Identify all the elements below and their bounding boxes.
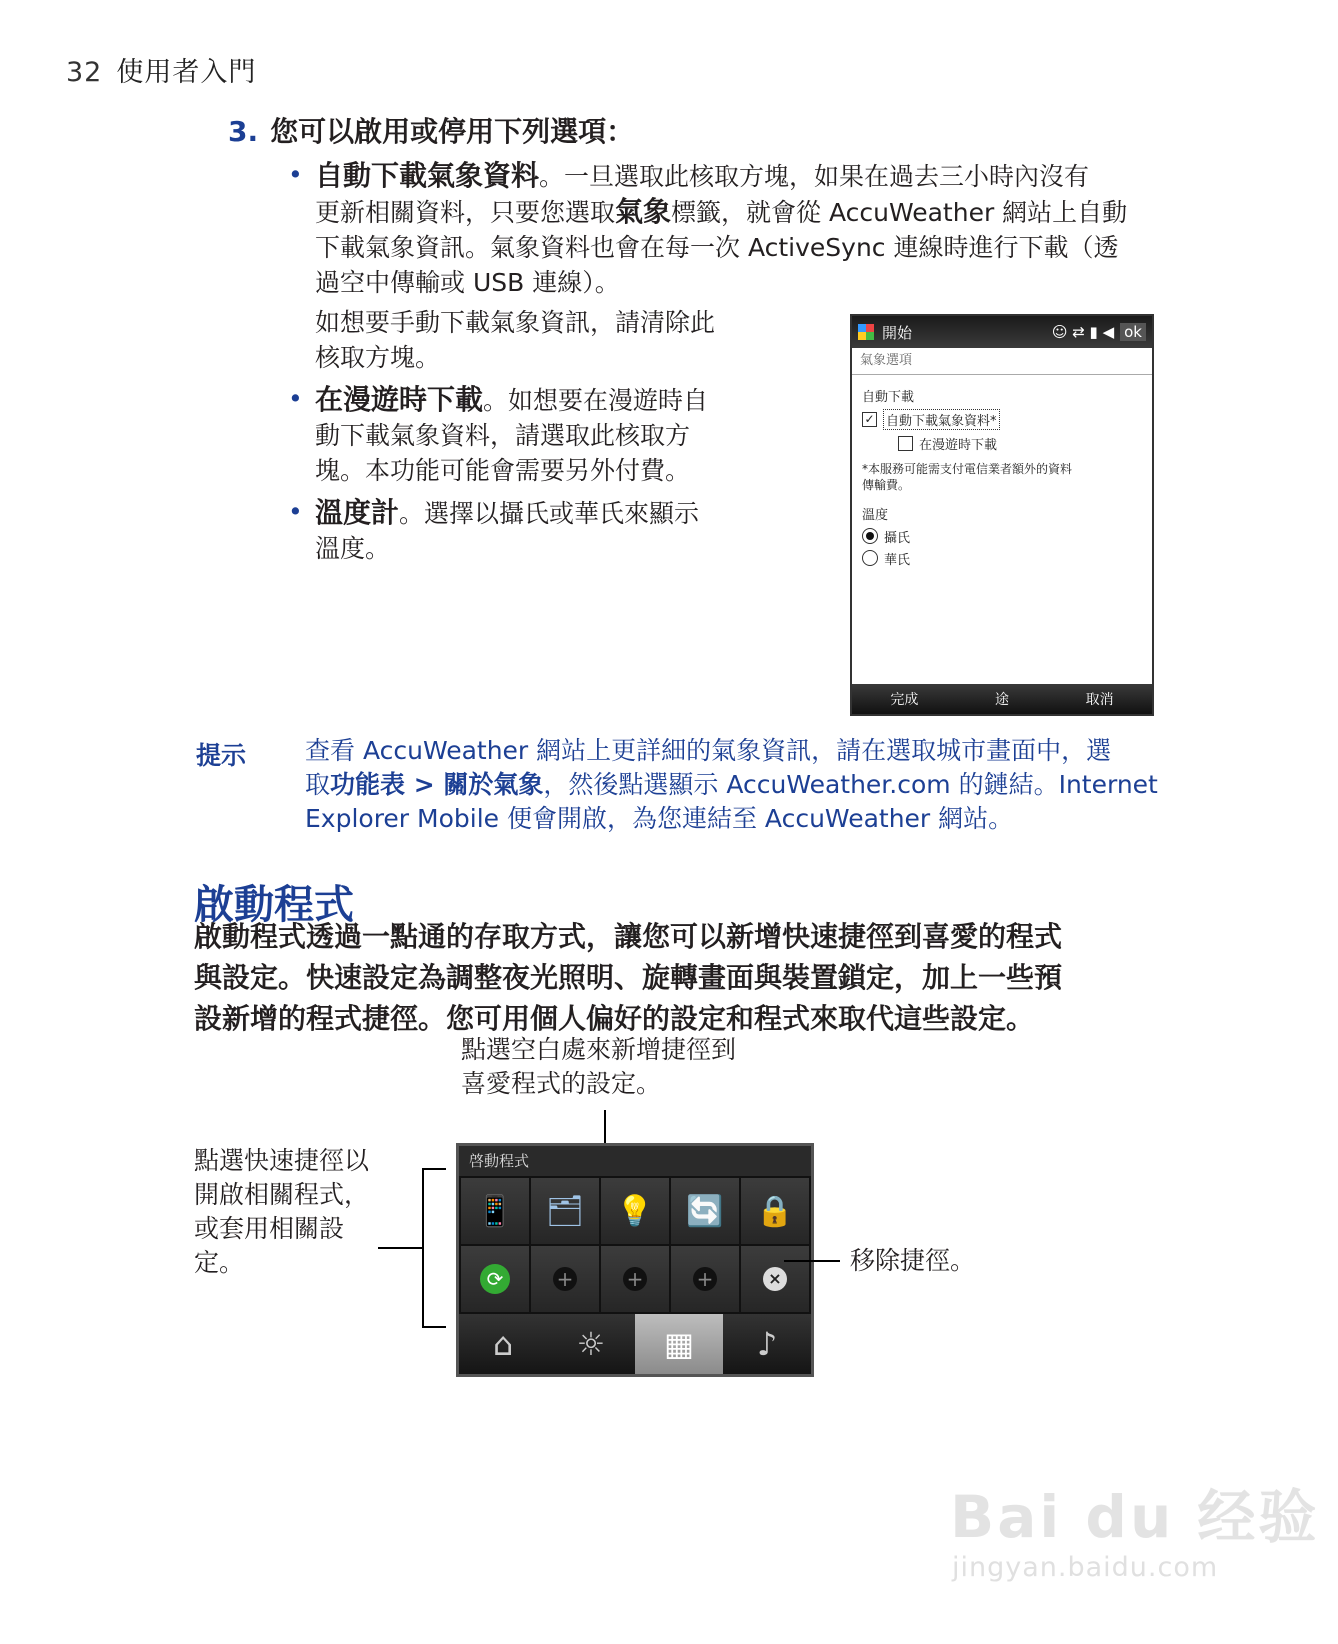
done-softkey[interactable]: 完成	[890, 692, 919, 708]
celsius-option[interactable]	[862, 525, 1142, 547]
callout-open-shortcut	[194, 1144, 369, 1280]
baidu-watermark-logo: Bai du 经验	[950, 1483, 1320, 1551]
bullet-text: 塊。本功能可能會需要另外付費。	[315, 456, 691, 485]
bullet-text: 標籤，就會從 AccuWeather 網站上自動	[671, 198, 1128, 227]
fee-note-line: 傳輸費。	[862, 478, 911, 492]
bullet-text: 更新相關資料，只要您選取	[315, 198, 616, 227]
status-icons: ☺ ⇄ ▮ ◀	[1051, 323, 1115, 341]
sync-icon[interactable]: ⟳	[461, 1246, 529, 1312]
home-tab-icon[interactable]: ⌂	[492, 1325, 514, 1363]
tip-line: Explorer Mobile 便會開啟，為您連結至 AccuWeather 網站。	[305, 804, 1014, 833]
bullet-text: 動下載氣象資料，請選取此核取方	[315, 421, 691, 450]
cancel-softkey[interactable]: 取消	[1085, 692, 1114, 708]
callout-line: 定。	[194, 1248, 245, 1277]
tip-line: 取	[305, 770, 331, 799]
bullet-dot: •	[288, 160, 303, 189]
callout-remove-shortcut: 移除捷徑。	[850, 1246, 976, 1275]
launcher-screenshot	[456, 1143, 814, 1377]
bullet-thermometer	[315, 495, 699, 566]
page-number: 32	[66, 57, 103, 88]
launcher-tab-icon[interactable]: ▦	[635, 1314, 723, 1374]
remove-icon[interactable]: ×	[763, 1267, 787, 1291]
callout-line: 點選空白處來新增捷徑到	[461, 1035, 737, 1064]
auto-download-label: 自動下載氣象資料*	[883, 409, 1000, 430]
phone-softkey-bar	[852, 684, 1152, 714]
calendar-folder-icon[interactable]: 🗂	[531, 1178, 599, 1244]
weather-options-screenshot	[850, 314, 1154, 716]
tip-label: 提示	[196, 741, 247, 770]
bullet-text: 如想要手動下載氣象資訊，請清除此	[315, 308, 716, 337]
roaming-label: 在漫遊時下載	[919, 437, 998, 453]
step-heading	[228, 110, 634, 150]
callout-line: 喜愛程式的設定。	[461, 1069, 662, 1098]
launcher-grid	[459, 1176, 811, 1314]
tip-line: ，然後點選顯示 AccuWeather.com 的鏈結。Internet	[543, 770, 1158, 799]
launcher-tab-bar	[459, 1314, 811, 1374]
radio-selected-icon[interactable]	[862, 528, 878, 544]
add-shortcut-slot[interactable]	[671, 1246, 739, 1312]
chapter-title: 使用者入門	[116, 57, 257, 88]
celsius-label: 攝氏	[884, 530, 911, 546]
radio-unselected-icon[interactable]	[862, 550, 878, 566]
temperature-label: 溫度	[862, 507, 889, 523]
callout-add-shortcut	[461, 1033, 736, 1101]
callout-leader-line	[784, 1260, 840, 1262]
checkbox-checked-icon[interactable]: ✓	[862, 412, 877, 427]
bullet-roaming	[315, 382, 708, 488]
bullet-title: 自動下載氣象資料	[315, 159, 540, 192]
bullet-dot: •	[288, 497, 303, 526]
section-title: 啟動程式	[194, 882, 354, 928]
callout-bracket	[422, 1326, 446, 1328]
tip-text	[305, 734, 1205, 836]
plus-icon[interactable]: +	[553, 1267, 577, 1291]
section-line: 啟動程式透過一點通的存取方式，讓您可以新增快速捷徑到喜愛的程式	[194, 920, 1063, 953]
bullet-auto-download-extra	[315, 305, 715, 375]
bullet-text: 核取方塊。	[315, 343, 441, 372]
phone-title: 開始	[882, 323, 913, 342]
phone-subtitle: 氣象選項	[852, 348, 1152, 375]
bullet-text: 。選擇以攝氏或華氏來顯示	[399, 499, 700, 528]
callout-line: 或套用相關設	[194, 1214, 345, 1243]
bullet-auto-download	[315, 158, 1215, 300]
section-line: 設新增的程式捷徑。您可用個人偏好的設定和程式來取代這些設定。	[194, 1002, 1035, 1035]
callout-line: 開啟相關程式，	[194, 1180, 370, 1209]
step-text: 您可以啟用或停用下列選項：	[270, 115, 635, 148]
ok-button[interactable]: ok	[1120, 323, 1146, 341]
auto-download-group-label: 自動下載	[862, 389, 915, 405]
bullet-title: 溫度計	[315, 496, 400, 529]
rotate-screen-icon[interactable]: 🔄	[671, 1178, 739, 1244]
add-shortcut-slot[interactable]	[601, 1246, 669, 1312]
tip-menu-path: 功能表 > 關於氣象	[330, 770, 544, 799]
bullet-title: 在漫遊時下載	[315, 383, 484, 416]
bullet-text: 下載氣象資訊。氣象資料也會在每一次 ActiveSync 連線時進行下載（透	[315, 233, 1119, 262]
middle-softkey[interactable]: 途	[994, 692, 1009, 708]
section-intro	[194, 916, 1214, 1039]
plus-icon[interactable]: +	[623, 1267, 647, 1291]
lock-icon[interactable]: 🔒	[741, 1178, 809, 1244]
callout-bracket	[422, 1168, 424, 1328]
section-line: 與設定。快速設定為調整夜光照明、旋轉畫面與裝置鎖定，加上一些預	[194, 961, 1063, 994]
bullet-text: 過空中傳輸或 USB 連線）。	[315, 268, 620, 297]
callout-leader-line	[378, 1247, 422, 1249]
bullet-emphasis: 氣象	[615, 195, 672, 228]
launcher-title: 啓動程式	[459, 1146, 811, 1176]
fee-note	[862, 461, 1142, 493]
remove-shortcut-slot[interactable]	[741, 1246, 809, 1312]
plus-icon[interactable]: +	[693, 1267, 717, 1291]
phone-title-bar	[852, 316, 1152, 348]
step-number: 3.	[228, 115, 259, 148]
backlight-icon[interactable]: 💡	[601, 1178, 669, 1244]
music-tab-icon[interactable]: ♪	[756, 1325, 778, 1363]
callout-bracket	[422, 1168, 446, 1170]
roaming-checkbox-row[interactable]	[862, 431, 1142, 455]
checkbox-unchecked-icon[interactable]	[898, 436, 913, 451]
fahrenheit-option[interactable]	[862, 547, 1142, 569]
auto-download-checkbox-row[interactable]	[862, 407, 1142, 431]
bullet-text: 。如想要在漫遊時自	[483, 386, 709, 415]
add-shortcut-slot[interactable]	[531, 1246, 599, 1312]
phone-signal-icon[interactable]: 📱	[461, 1178, 529, 1244]
windows-start-icon	[858, 324, 874, 340]
bullet-text: 溫度。	[315, 534, 391, 563]
tip-line: 查看 AccuWeather 網站上更詳細的氣象資訊，請在選取城市畫面中，選	[305, 736, 1112, 765]
baidu-watermark-url: jingyan.baidu.com	[952, 1552, 1219, 1583]
fahrenheit-label: 華氏	[884, 552, 911, 568]
weather-tab-icon[interactable]: ☼	[576, 1325, 606, 1363]
fee-note-line: *本服務可能需支付電信業者額外的資料	[862, 462, 1073, 476]
callout-line: 點選快速捷徑以	[194, 1146, 370, 1175]
bullet-dot: •	[288, 384, 303, 413]
bullet-text: 。一旦選取此核取方塊，如果在過去三小時內沒有	[539, 162, 1090, 191]
page-header	[66, 50, 256, 89]
